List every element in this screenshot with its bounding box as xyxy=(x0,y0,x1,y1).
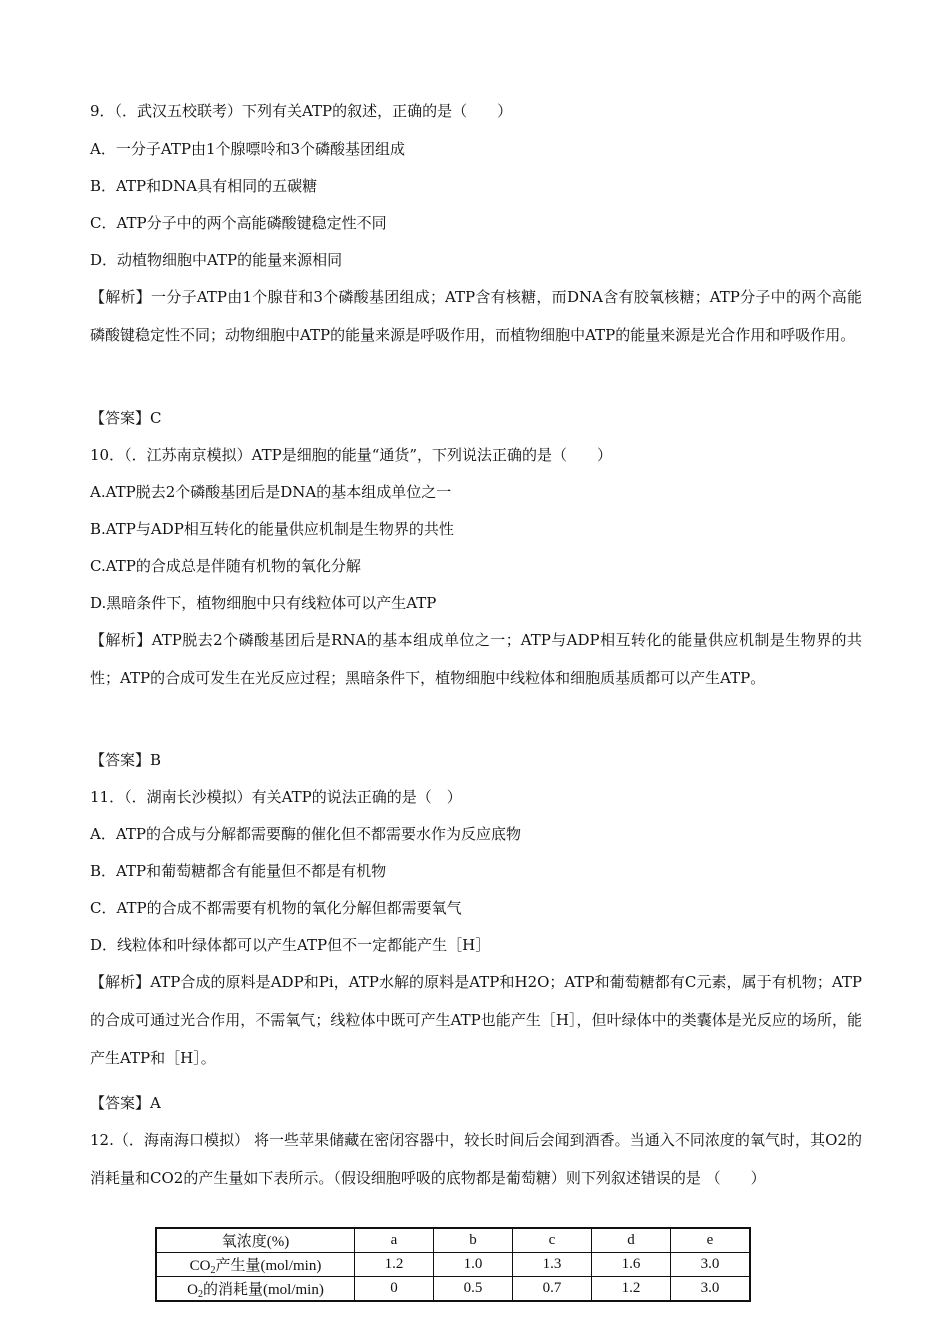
table-cell: 1.6 xyxy=(592,1253,671,1277)
q10-option-b: B.ATP与ADP相互转化的能量供应机制是生物界的共性 xyxy=(90,520,454,538)
table-header-row xyxy=(156,1228,750,1253)
label-sub: 2 xyxy=(198,1288,203,1300)
q11-option-d: D．线粒体和叶绿体都可以产生ATP但不一定都能产生［H］ xyxy=(90,936,491,954)
q10-option-d: D.黑暗条件下，植物细胞中只有线粒体可以产生ATP xyxy=(90,594,437,612)
oxygen-table xyxy=(155,1227,751,1302)
table-header-cell: a xyxy=(355,1228,434,1253)
q11-stem: 11．（．湖南长沙模拟）有关ATP的说法正确的是（ ） xyxy=(90,788,462,806)
table-row xyxy=(156,1253,750,1277)
q11-option-a: A．ATP的合成与分解都需要酶的催化但不都需要水作为反应底物 xyxy=(90,825,521,843)
q11-option-b: B．ATP和葡萄糖都含有能量但不都是有机物 xyxy=(90,862,387,880)
q9-option-a: A．一分子ATP由1个腺嘌呤和3个磷酸基团组成 xyxy=(90,140,406,158)
q9-option-c: C．ATP分子中的两个高能磷酸键稳定性不同 xyxy=(90,214,387,232)
table-cell: 3.0 xyxy=(671,1277,751,1302)
table-header-cell: c xyxy=(513,1228,592,1253)
label-rest: 产生量(mol/min) xyxy=(215,1257,322,1274)
table-header-cell: b xyxy=(434,1228,513,1253)
q10-answer: 【答案】B xyxy=(90,751,162,769)
q10-option-c: C.ATP的合成总是伴随有机物的氧化分解 xyxy=(90,557,361,575)
table-cell: 1.0 xyxy=(434,1253,513,1277)
table-header-cell: e xyxy=(671,1228,751,1253)
label-rest: 的消耗量(mol/min) xyxy=(203,1281,324,1298)
table-cell: 0.7 xyxy=(513,1277,592,1302)
q10-analysis: 【解析】ATP脱去2个磷酸基团后是RNA的基本组成单位之一；ATP与ADP相互转化的能量供应机制是生物界的共性；ATP的合成可发生在光反应过程；黑暗条件下，植物细胞中线粒体和细胞质基质都可以产生ATP。 xyxy=(90,631,862,687)
row-label-co2 xyxy=(156,1253,355,1277)
q11-option-c: C．ATP的合成不都需要有机物的氧化分解但都需要氧气 xyxy=(90,899,462,917)
label-sub: 2 xyxy=(210,1264,216,1276)
q9-option-d: D．动植物细胞中ATP的能量来源相同 xyxy=(90,251,343,269)
table-cell: 3.0 xyxy=(671,1253,751,1277)
q12-stem: 12.（．海南海口模拟） 将一些苹果储藏在密闭容器中，较长时间后会闻到酒香。当通入不同浓度的氧气时，其O2的消耗量和CO2的产生量如下表所示。（假设细胞呼吸的底物都是葡萄糖）则下列叙述错误的是 （ ） xyxy=(90,1131,862,1187)
label-main: O xyxy=(187,1281,198,1298)
q9-option-b: B．ATP和DNA具有相同的五碳糖 xyxy=(90,177,318,195)
table-header-cell: d xyxy=(592,1228,671,1253)
table-cell: 1.2 xyxy=(355,1253,434,1277)
table-header-cell: 氧浓度(%) xyxy=(156,1228,355,1253)
table-cell: 0 xyxy=(355,1277,434,1302)
q11-analysis: 【解析】ATP合成的原料是ADP和Pi，ATP水解的原料是ATP和H2O；ATP和葡萄糖都有C元素，属于有机物；ATP的合成可通过光合作用，不需氧气；线粒体中既可产生ATP也能产生［H］，但叶绿体中的类囊体是光反应的场所，能产生ATP和［H］。 xyxy=(90,973,862,1067)
q9-analysis: 【解析】一分子ATP由1个腺苷和3个磷酸基团组成；ATP含有核糖，而DNA含有胶氧核糖；ATP分子中的两个高能磷酸键稳定性不同；动物细胞中ATP的能量来源是呼吸作用，而植物细胞中ATP的能量来源是光合作用和呼吸作用。 xyxy=(90,288,862,344)
q9-answer: 【答案】C xyxy=(90,409,162,427)
q10-stem: 10．（．江苏南京模拟）ATP是细胞的能量“通货”，下列说法正确的是（ ） xyxy=(90,446,613,464)
label-main: CO xyxy=(189,1257,211,1274)
table-row xyxy=(156,1277,750,1302)
table-cell: 1.3 xyxy=(513,1253,592,1277)
q9-stem: 9．（．武汉五校联考）下列有关ATP的叙述，正确的是（ ） xyxy=(90,102,513,120)
table-cell: 0.5 xyxy=(434,1277,513,1302)
table-cell: 1.2 xyxy=(592,1277,671,1302)
q11-answer: 【答案】A xyxy=(90,1094,161,1112)
row-label-o2 xyxy=(156,1277,355,1302)
q10-option-a: A.ATP脱去2个磷酸基团后是DNA的基本组成单位之一 xyxy=(90,483,452,501)
